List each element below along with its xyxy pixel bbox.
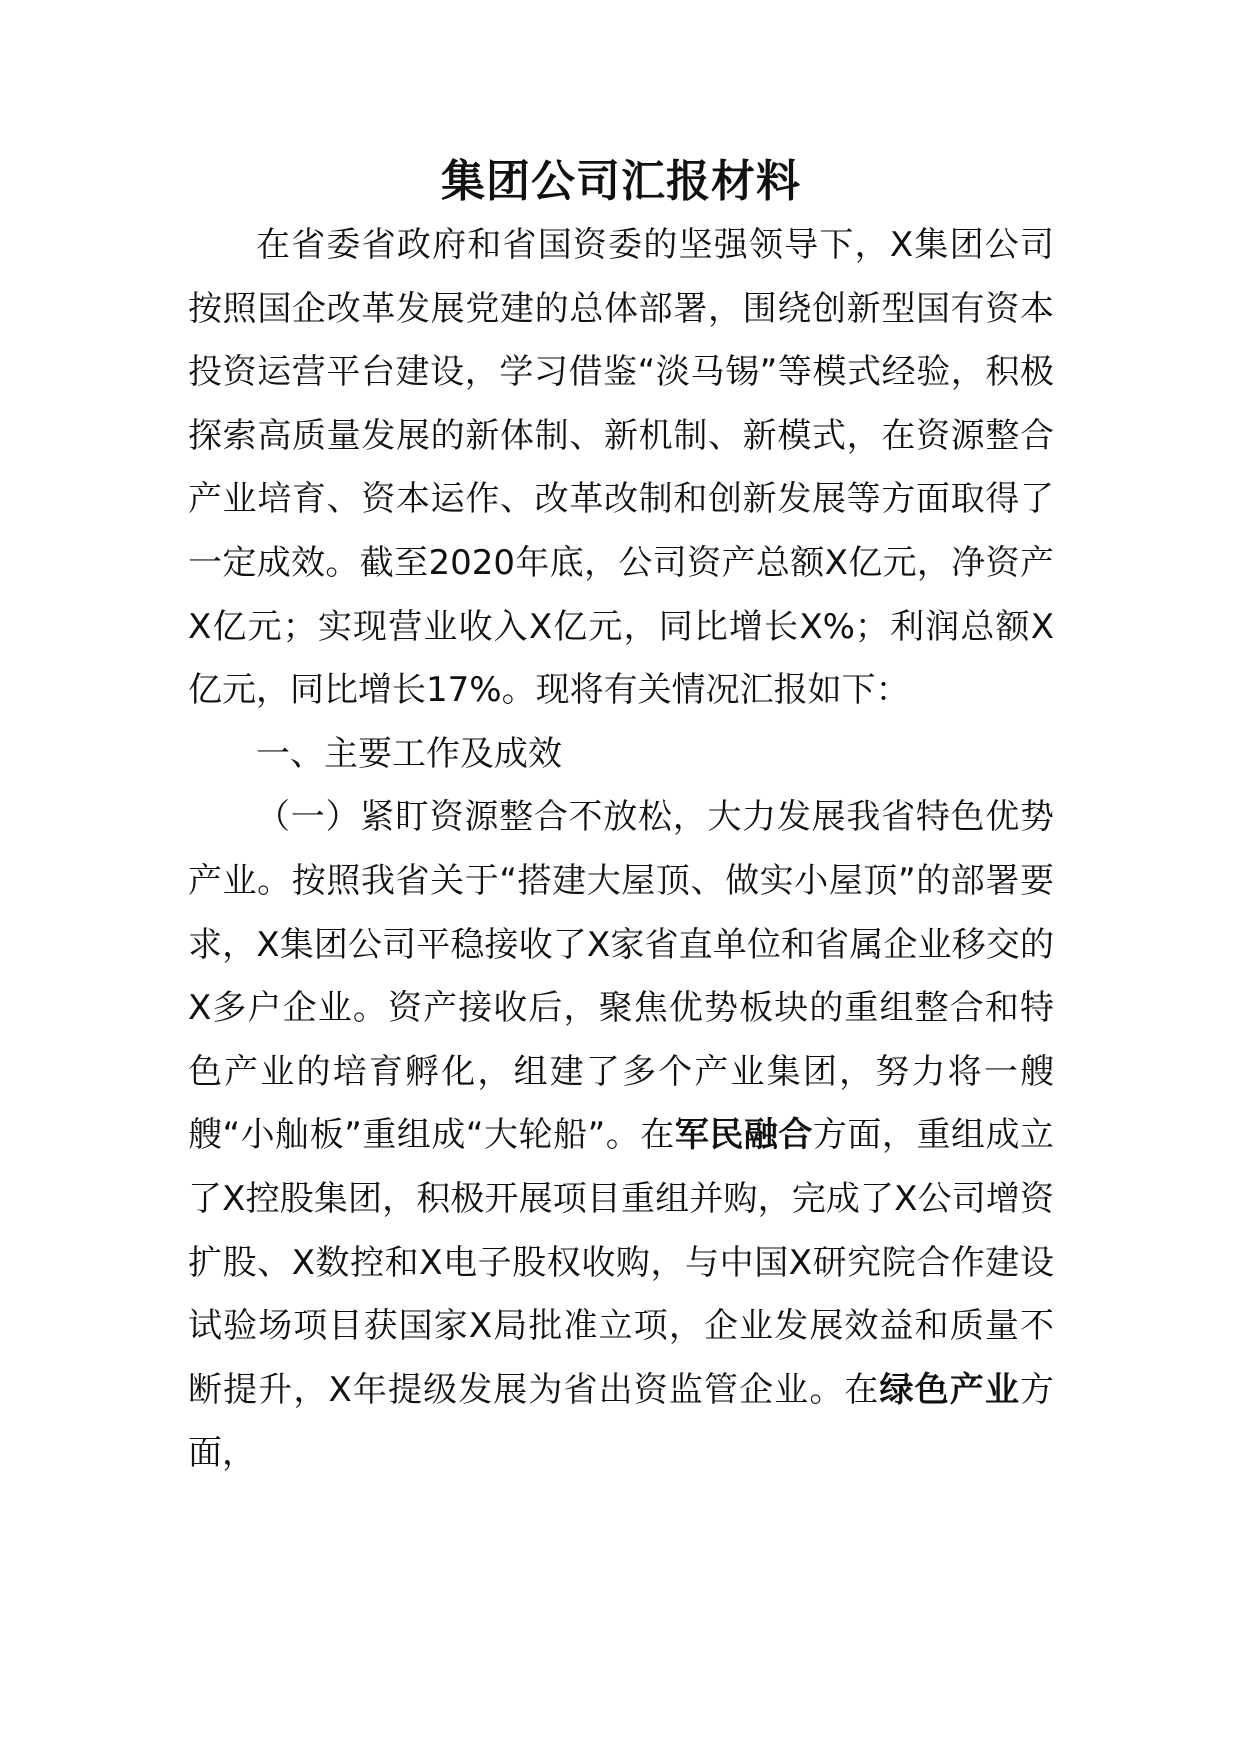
page-title: 集团公司汇报材料 bbox=[441, 156, 801, 207]
paragraph-text: 方面，重组成立了X控股集团，积极开展项目重组并购，完成了X公司增资扩股、X数控和X电子股权收购，与中国X研究院合作建设试验场项目获国家X局批准立项，企业发展效益和质量不断提升，X年提级发展为省出资监管企业。在 bbox=[188, 1115, 1055, 1410]
bold-term-military-civil: 军民融合 bbox=[674, 1115, 813, 1156]
section-paragraph bbox=[188, 786, 1054, 1486]
document-page bbox=[188, 150, 1054, 1486]
paragraph-text: 方面， bbox=[188, 1369, 1054, 1474]
section-heading: 一、主要工作及成效 bbox=[256, 733, 562, 774]
bold-term-green-industry: 绿色产业 bbox=[879, 1369, 1020, 1410]
paragraph-text: （一）紧盯资源整合不放松，大力发展我省特色优势产业。按照我省关于“搭建大屋顶、做实小屋顶”的部署要求，X集团公司平稳接收了X家省直单位和省属企业移交的X多户企业。资产接收后，聚焦优势板块的重组整合和特色产业的培育孵化，组建了多个产业集团，努力将一艘艘“小舢板”重组成“大轮船”。在 bbox=[188, 797, 1054, 1156]
intro-paragraph: 在省委省政府和省国资委的坚强领导下，X集团公司按照国企改革发展党建的总体部署，围绕创新型国有资本投资运营平台建设，学习借鉴“淡马锡”等模式经验，积极探索高质量发展的新体制、新机制、新模式，在资源整合产业培育、资本运作、改革改制和创新发展等方面取得了一定成效。截至2020年底，公司资产总额X亿元，净资产X亿元；实现营业收入X亿元，同比增长X%；利润总额X亿元，同比增长17%。现将有关情况汇报如下： bbox=[188, 225, 1054, 711]
